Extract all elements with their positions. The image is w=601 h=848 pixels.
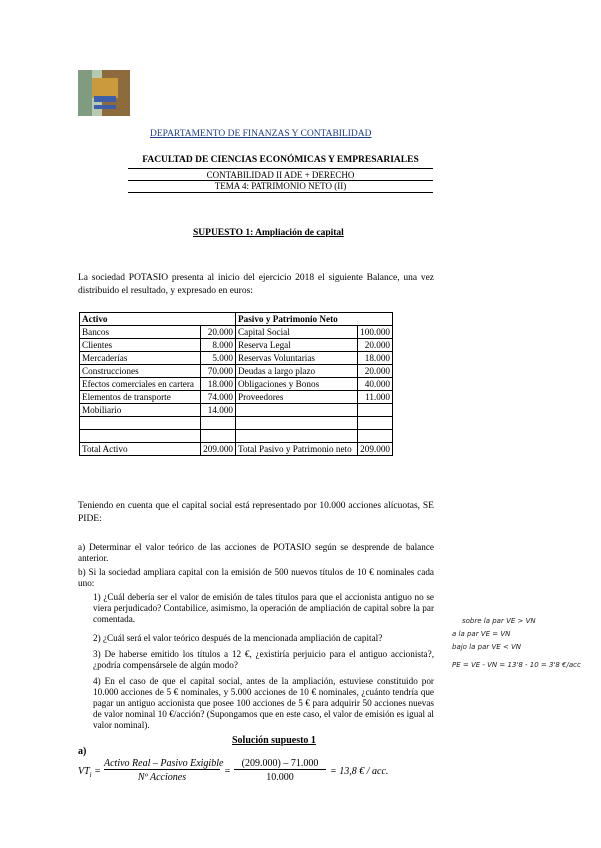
liability-value: 40.000 xyxy=(357,378,392,391)
asset-value: 5.000 xyxy=(201,352,236,365)
header-liabilities: Pasivo y Patrimonio Neto xyxy=(236,313,393,326)
fraction-1-denominator: Nº Acciones xyxy=(137,772,187,783)
table-total-row xyxy=(80,443,393,456)
table-row xyxy=(80,404,393,417)
handwritten-note: a la par VE = VN xyxy=(452,630,511,638)
balance-table xyxy=(79,312,393,456)
equals-sign: = xyxy=(224,766,231,777)
intro-paragraph: La sociedad POTASIO presenta al inicio del ejercicio 2018 el siguiente Balance, una vez distribuido el resultado, y expresado en euros: xyxy=(78,273,434,296)
liability-label: Deudas a largo plazo xyxy=(236,365,358,378)
question-b: b) Si la sociedad ampliara capital con la emisión de 500 nuevos títulos de 10 € nominales cada uno: xyxy=(78,567,434,588)
table-row xyxy=(80,391,393,404)
question-a: a) Determinar el valor teórico de las acciones de POTASIO según se desprende de balance anterior. xyxy=(78,542,434,563)
header-divider xyxy=(128,192,433,193)
topic-title: TEMA 4: PATRIMONIO NETO (II) xyxy=(214,181,347,191)
subject-title: CONTABILIDAD II ADE + DERECHO xyxy=(206,170,355,180)
question-b2: 2) ¿Cuál será el valor teórico después de la mencionada ampliación de capital? xyxy=(93,633,383,643)
statement-paragraph: Teniendo en cuenta que el capital social está representado por 10.000 acciones alícuotas, SE PIDE: xyxy=(78,501,434,524)
header-assets: Activo xyxy=(80,313,236,326)
asset-value: 70.000 xyxy=(201,365,236,378)
table-row-empty xyxy=(80,417,393,430)
fraction-1-numerator: Activo Real – Pasivo Exigible xyxy=(104,758,224,769)
asset-label: Construcciones xyxy=(80,365,201,378)
liability-label: Reservas Voluntarias xyxy=(236,352,358,365)
table-row-empty xyxy=(80,430,393,443)
fraction-2-denominator: 10.000 xyxy=(266,772,294,783)
liability-label: Reserva Legal xyxy=(236,339,358,352)
table-row xyxy=(80,365,393,378)
total-assets-label: Total Activo xyxy=(80,443,201,456)
question-b4: 4) En el caso de que el capital social, antes de la ampliación, estuviese constituido por 10.000 acciones de 5 € nominales, y 5.000 acciones de 10 € nominales, ¿cuánto tendría que pagar un antiguo accionista que posee 100 acciones de 5 € para adquirir 50 acciones nuevas de valor nominal 10 €/acción? (Supongamos que en este caso, el valor de emisión es igual al valor nominal). xyxy=(93,676,434,730)
formula-lhs: $VT_i$ = xyxy=(78,766,101,779)
handwritten-note: bajo la par VE < VN xyxy=(452,643,522,651)
liability-label: Capital Social xyxy=(236,326,358,339)
faculty-title: FACULTAD DE CIENCIAS ECONÓMICAS Y EMPRESARIALES xyxy=(142,155,419,165)
formula-result: = 13,8 € / acc. xyxy=(330,766,389,777)
liability-value: 100.000 xyxy=(357,326,392,339)
table-row xyxy=(80,352,393,365)
asset-label: Clientes xyxy=(80,339,201,352)
exercise-title: SUPUESTO 1: Ampliación de capital xyxy=(193,228,344,238)
asset-label: Efectos comerciales en cartera xyxy=(80,378,201,391)
question-b1: 1) ¿Cuál debería ser el valor de emisión de tales títulos para que el accionista antiguo no se viera perjudicado? Contabilice, asimismo, la operación de ampliación de capital sobre la par comentada. xyxy=(93,592,434,624)
total-liabilities-value: 209.000 xyxy=(357,443,392,456)
header-divider xyxy=(128,168,433,169)
department-title: DEPARTAMENTO DE FINANZAS Y CONTABILIDAD xyxy=(150,129,372,139)
asset-value: 20.000 xyxy=(201,326,236,339)
asset-value: 8.000 xyxy=(201,339,236,352)
asset-label: Bancos xyxy=(80,326,201,339)
solution-title: Solución supuesto 1 xyxy=(232,735,316,746)
handwritten-note: PE = VE - VN = 13'8 - 10 = 3'8 €/acc xyxy=(452,661,581,669)
solution-part: a) xyxy=(78,746,87,757)
liability-label: Proveedores xyxy=(236,391,358,404)
liability-value xyxy=(357,404,392,417)
handwritten-note: sobre la par VE > VN xyxy=(462,617,536,625)
table-row xyxy=(80,326,393,339)
total-liabilities-label: Total Pasivo y Patrimonio neto xyxy=(236,443,358,456)
liability-label xyxy=(236,404,358,417)
table-header-row xyxy=(80,313,393,326)
liability-value: 18.000 xyxy=(357,352,392,365)
asset-value: 74.000 xyxy=(201,391,236,404)
liability-value: 20.000 xyxy=(357,365,392,378)
asset-label: Mercaderías xyxy=(80,352,201,365)
total-assets-value: 209.000 xyxy=(201,443,236,456)
table-row xyxy=(80,339,393,352)
liability-label: Obligaciones y Bonos xyxy=(236,378,358,391)
question-b3: 3) De haberse emitido los títulos a 12 €, ¿existiría perjuicio para el antiguo accionista?, ¿podría compensársele de algún modo? xyxy=(93,649,434,670)
liability-value: 11.000 xyxy=(357,391,392,404)
fraction-2-numerator: (209.000) – 71.000 xyxy=(234,758,326,770)
asset-label: Mobiliario xyxy=(80,404,201,417)
asset-label: Elementos de transporte xyxy=(80,391,201,404)
faculty-logo xyxy=(78,70,130,116)
table-row xyxy=(80,378,393,391)
liability-value: 20.000 xyxy=(357,339,392,352)
asset-value: 18.000 xyxy=(201,378,236,391)
asset-value: 14.000 xyxy=(201,404,236,417)
